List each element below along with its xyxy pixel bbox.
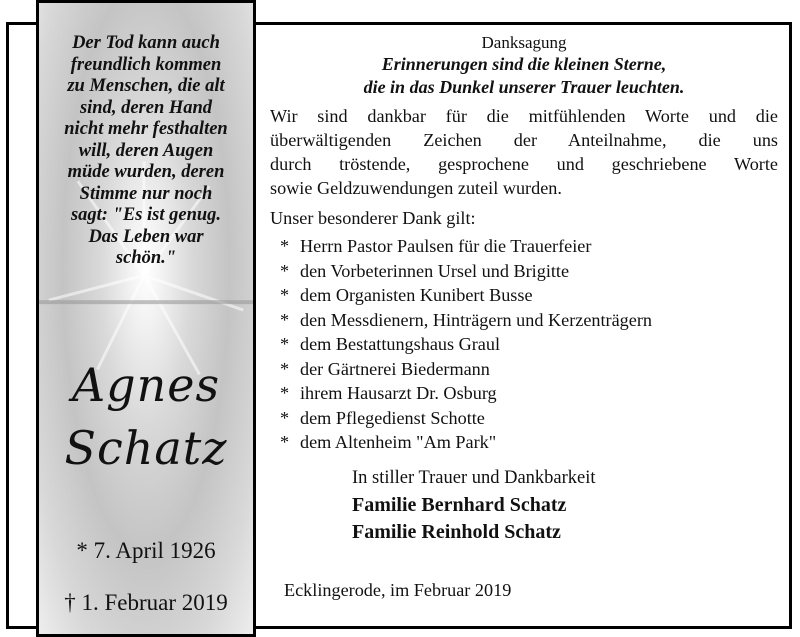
bullet-star: * bbox=[280, 236, 290, 256]
closing-line: In stiller Trauer und Dankbarkeit bbox=[352, 467, 596, 488]
paragraph-line: Wir sind dankbar für die mitfühlenden Worte und die bbox=[270, 106, 778, 126]
place-date: Ecklingerode, im Februar 2019 bbox=[284, 580, 512, 600]
list-item bbox=[270, 283, 778, 308]
bullet-star: * bbox=[280, 334, 290, 354]
memorial-sidebar bbox=[36, 0, 256, 637]
list-item bbox=[270, 308, 778, 333]
motto-line: Erinnerungen sind die kleinen Sterne, bbox=[381, 54, 667, 74]
list-item bbox=[270, 381, 778, 406]
motto-line: die in das Dunkel unserer Trauer leuchten. bbox=[363, 77, 685, 97]
family-name: Familie Bernhard Schatz bbox=[352, 493, 567, 516]
quote-line: sagt: "Es ist genug. bbox=[70, 205, 222, 225]
quote-line: Das Leben war bbox=[88, 226, 204, 247]
paragraph-line: sowie Geldzuwendungen zuteil wurden. bbox=[270, 178, 562, 198]
bullet-star: * bbox=[280, 432, 290, 452]
list-item-text: ihrem Hausarzt Dr. Osburg bbox=[300, 383, 497, 403]
bullet-star: * bbox=[280, 285, 290, 305]
list-item-text: dem Organisten Kunibert Busse bbox=[300, 285, 533, 305]
bullet-star: * bbox=[280, 383, 290, 403]
bullet-star: * bbox=[280, 358, 290, 379]
quote-line: freundlich kommen bbox=[70, 54, 222, 75]
list-item-text: Herrn Pastor Paulsen für die Trauerfeier bbox=[300, 236, 592, 256]
paragraph-line: überwältigenden Zeichen der Anteilnahme, die uns bbox=[270, 130, 778, 150]
list-item-text: der Gärtnerei Biedermann bbox=[300, 358, 490, 379]
quote-line: Stimme nur noch bbox=[79, 183, 213, 204]
motto bbox=[270, 53, 778, 99]
thanks-content bbox=[270, 32, 778, 546]
bullet-star: * bbox=[280, 407, 290, 428]
quote-line: sind, deren Hand bbox=[79, 97, 213, 118]
list-item bbox=[270, 332, 778, 357]
thanks-paragraph bbox=[270, 104, 778, 200]
list-item bbox=[270, 406, 778, 431]
quote-line: nicht mehr festhalten bbox=[64, 119, 228, 139]
quote-line: Der Tod kann auch bbox=[72, 33, 220, 53]
quote-line: zu Menschen, die alt bbox=[67, 76, 225, 96]
paragraph-line: durch tröstende, gesprochene und geschriebene Worte bbox=[270, 154, 778, 174]
deceased-last-name: Schatz bbox=[64, 421, 228, 475]
family-name: Familie Reinhold Schatz bbox=[352, 520, 561, 543]
quote-line: will, deren Augen bbox=[78, 140, 214, 161]
notice-title: Danksagung bbox=[481, 33, 567, 52]
death-date: † 1. Februar 2019 bbox=[64, 590, 228, 615]
list-item-text: dem Bestattungshaus Graul bbox=[300, 334, 501, 354]
list-item bbox=[270, 234, 778, 259]
list-item-text: dem Pflegedienst Schotte bbox=[300, 407, 485, 428]
list-item-text: dem Altenheim "Am Park" bbox=[300, 432, 497, 452]
quote-line: schön." bbox=[115, 248, 177, 268]
deceased-first-name: Agnes bbox=[71, 358, 221, 412]
bullet-star: * bbox=[280, 260, 290, 281]
list-item-text: den Messdienern, Hinträgern und Kerzenträgern bbox=[300, 309, 652, 330]
list-item-text: den Vorbeterinnen Ursel und Brigitte bbox=[300, 260, 570, 281]
quote-line: müde wurden, deren bbox=[67, 162, 225, 182]
bullet-star: * bbox=[280, 309, 290, 330]
list-item bbox=[270, 259, 778, 284]
closing-block bbox=[270, 465, 778, 546]
thanks-intro: Unser besonderer Dank gilt: bbox=[270, 208, 476, 228]
list-item bbox=[270, 357, 778, 382]
memorial-quote bbox=[47, 33, 245, 270]
list-item bbox=[270, 430, 778, 455]
birth-date: * 7. April 1926 bbox=[76, 538, 216, 563]
thanks-list bbox=[270, 234, 778, 455]
